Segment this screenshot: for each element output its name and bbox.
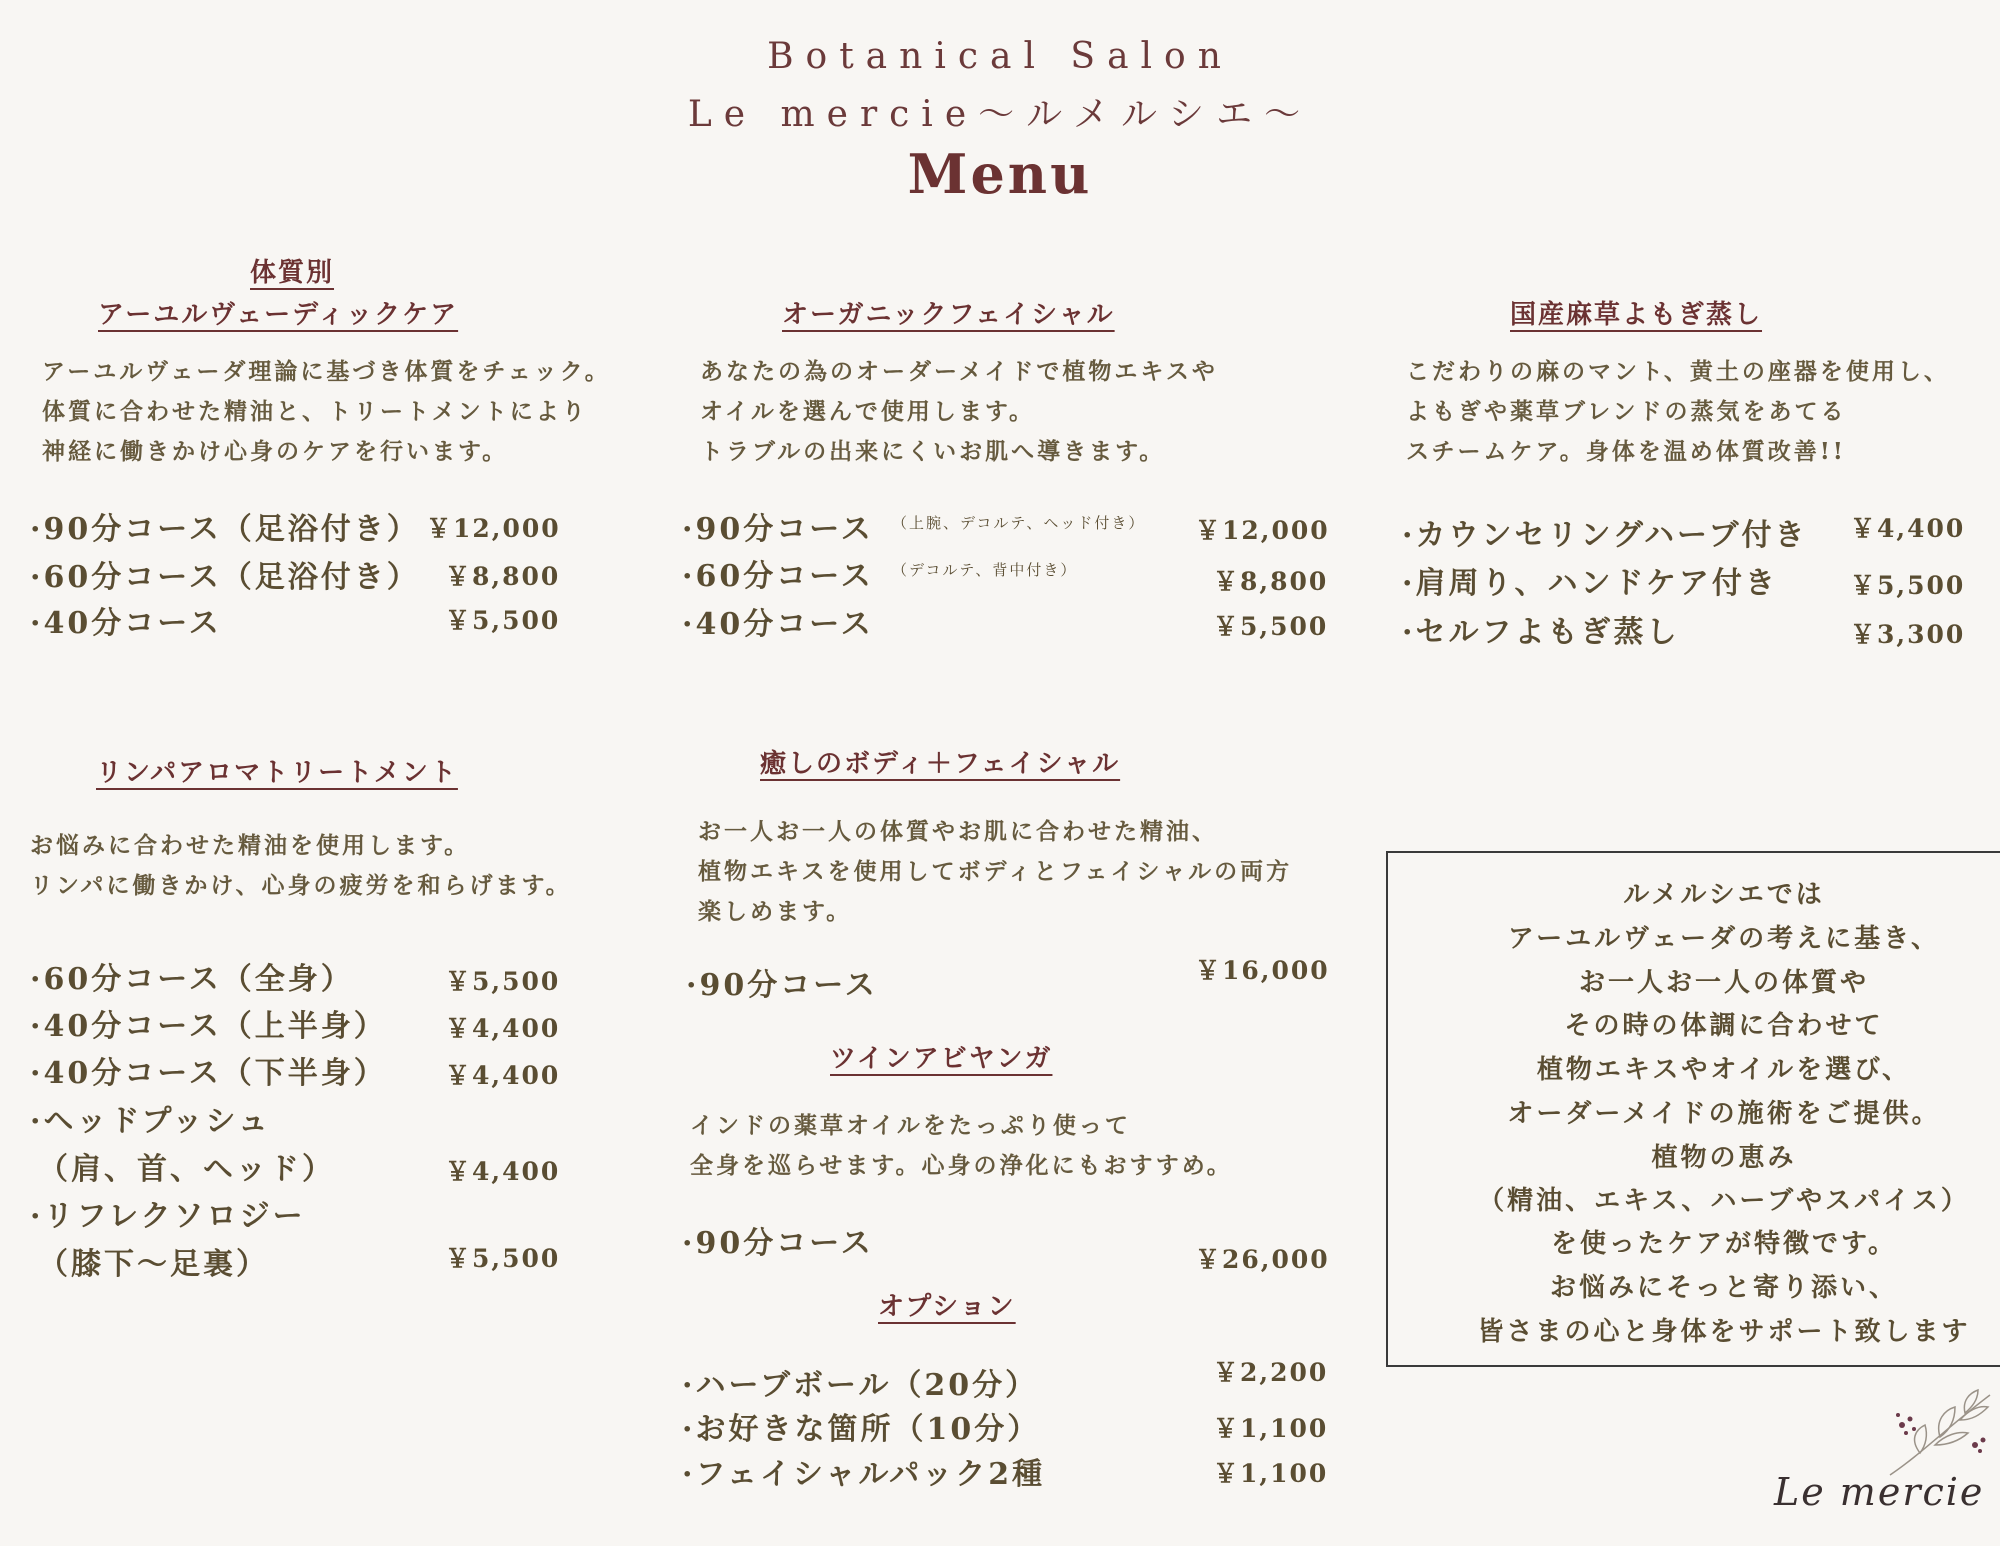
message-line: その時の体調に合わせて: [1564, 1011, 1884, 1041]
menu-item-price: ￥1,100: [1213, 1414, 1329, 1443]
brand-subtitle: Le mercie～ルメルシエ～: [687, 94, 1313, 135]
menu-item-name: ·60分コース: [682, 559, 874, 594]
menu-item-price: ￥5,500: [445, 967, 561, 996]
menu-item-price: ￥4,400: [445, 1061, 561, 1090]
menu-item-price: ￥5,500: [1213, 612, 1329, 641]
message-line: ルメルシエでは: [1623, 880, 1825, 910]
message-line: （精油、エキス、ハーブやスパイス）: [1478, 1186, 1970, 1216]
desc-line: 楽しめます。: [698, 898, 853, 925]
organic-facial-description: [700, 352, 1218, 472]
desc-line: お一人お一人の体質やお肌に合わせた精油、: [698, 818, 1218, 845]
menu-item-price: ￥2,200: [1213, 1358, 1329, 1387]
menu-item-name: （膝下～足裏）: [38, 1247, 269, 1282]
ayurveda-title-line1: 体質別: [250, 258, 335, 288]
menu-item-name: ·40分コース: [30, 606, 222, 641]
menu-item-name: ·40分コース: [682, 607, 874, 642]
menu-item-price: ￥8,800: [445, 562, 561, 591]
menu-item-name: ·ヘッドプッシュ: [30, 1104, 271, 1139]
desc-line: 全身を巡らせます。心身の浄化にもおすすめ。: [690, 1152, 1233, 1179]
message-line: 皆さまの心と身体をサポート致します: [1477, 1317, 1971, 1347]
menu-item-name: ·90分コース: [682, 512, 874, 547]
menu-item-price: ￥5,500: [1850, 571, 1966, 600]
menu-item-name: ·カウンセリングハーブ付き: [1402, 518, 1808, 553]
abhyanga-title: ツインアビヤンガ: [830, 1044, 1053, 1074]
desc-line: こだわりの麻のマント、黄土の座器を使用し、: [1406, 358, 1950, 385]
menu-item-price: ￥26,000: [1195, 1245, 1330, 1274]
menu-item-price: ￥4,400: [445, 1157, 561, 1186]
ayurveda-title: アーユルヴェーディックケア: [98, 300, 459, 330]
menu-item-name: ·60分コース（足浴付き）: [30, 560, 420, 595]
yomogi-description: [1406, 352, 1950, 472]
desc-line: 植物エキスを使用してボディとフェイシャルの両方: [698, 858, 1293, 885]
message-line: お悩みにそっと寄り添い、: [1549, 1273, 1898, 1303]
ayurveda-description: [42, 352, 611, 472]
menu-item-name: ·リフレクソロジー: [30, 1199, 306, 1234]
organic-facial-title: オーガニックフェイシャル: [782, 300, 1115, 330]
desc-line: アーユルヴェーダ理論に基づき体質をチェック。: [42, 358, 611, 385]
abhyanga-description: [690, 1106, 1233, 1186]
menu-item-name: ·肩周り、ハンドケア付き: [1402, 566, 1778, 601]
menu-item-name: ·セルフよもぎ蒸し: [1402, 615, 1680, 650]
body-facial-title: 癒しのボディ＋フェイシャル: [760, 749, 1121, 779]
desc-line: 神経に働きかけ心身のケアを行います。: [42, 438, 509, 465]
menu-item-price: ￥1,100: [1213, 1459, 1329, 1488]
menu-item-price: ￥3,300: [1850, 620, 1966, 649]
desc-line: オイルを選んで使用します。: [700, 398, 1036, 425]
brand-name: Botanical Salon: [767, 36, 1233, 77]
menu-item-price: ￥5,500: [445, 1244, 561, 1273]
menu-item-name: ·90分コース: [682, 1226, 874, 1261]
menu-item-name: ·90分コース（足浴付き）: [30, 512, 420, 547]
menu-item-note: （デコルテ、背中付き）: [892, 561, 1078, 579]
message-line: 植物の恵み: [1651, 1143, 1797, 1173]
page-title: Menu: [907, 142, 1093, 206]
menu-item-name: ·フェイシャルパック2種: [682, 1457, 1046, 1492]
body-facial-description: [698, 812, 1292, 932]
olive-branch-icon: [1880, 1385, 2000, 1480]
menu-item-price: ￥16,000: [1195, 956, 1330, 985]
message-line: 植物エキスやオイルを選び、: [1536, 1055, 1912, 1085]
logo-wordmark: Le mercie: [1774, 1470, 1985, 1514]
menu-item-price: ￥4,400: [445, 1014, 561, 1043]
desc-line: インドの薬草オイルをたっぷり使って: [690, 1112, 1131, 1139]
desc-line: 体質に合わせた精油と、トリートメントにより: [42, 398, 588, 425]
menu-item-price: ￥4,400: [1850, 514, 1966, 543]
desc-line: お悩みに合わせた精油を使用します。: [30, 832, 471, 859]
lymph-description: [30, 826, 572, 906]
menu-item-price: ￥12,000: [426, 514, 561, 543]
menu-item-note: （上腕、デコルテ、ヘッド付き）: [892, 514, 1146, 532]
options-title: オプション: [878, 1292, 1016, 1322]
menu-item-price: ￥5,500: [445, 606, 561, 635]
lymph-title: リンパアロマトリートメント: [96, 758, 458, 788]
message-line: お一人お一人の体質や: [1578, 968, 1869, 998]
menu-item-name: ·90分コース: [686, 968, 878, 1003]
desc-line: トラブルの出来にくいお肌へ導きます。: [700, 438, 1166, 465]
message-line: オーダーメイドの施術をご提供。: [1507, 1099, 1941, 1129]
menu-item-name: （肩、首、ヘッド）: [38, 1152, 335, 1187]
message-line: を使ったケアが特徴です。: [1551, 1229, 1897, 1259]
desc-line: あなたの為のオーダーメイドで植物エキスや: [700, 358, 1218, 385]
message-line: アーユルヴェーダの考えに基き、: [1507, 924, 1941, 954]
menu-item-price: ￥8,800: [1213, 567, 1329, 596]
menu-item-name: ·ハーブボール（20分）: [682, 1368, 1039, 1403]
menu-item-name: ·40分コース（下半身）: [30, 1056, 387, 1091]
desc-line: よもぎや薬草ブレンドの蒸気をあてる: [1406, 398, 1847, 425]
yomogi-title: 国産麻草よもぎ蒸し: [1510, 300, 1763, 330]
menu-item-name: ·40分コース（上半身）: [30, 1009, 387, 1044]
desc-line: リンパに働きかけ、心身の疲労を和らげます。: [30, 872, 572, 899]
menu-item-name: ·60分コース（全身）: [30, 962, 354, 997]
desc-line: スチームケア。身体を温め体質改善!!: [1406, 438, 1846, 465]
menu-item-price: ￥12,000: [1195, 516, 1330, 545]
menu-item-name: ·お好きな箇所（10分）: [682, 1412, 1041, 1447]
